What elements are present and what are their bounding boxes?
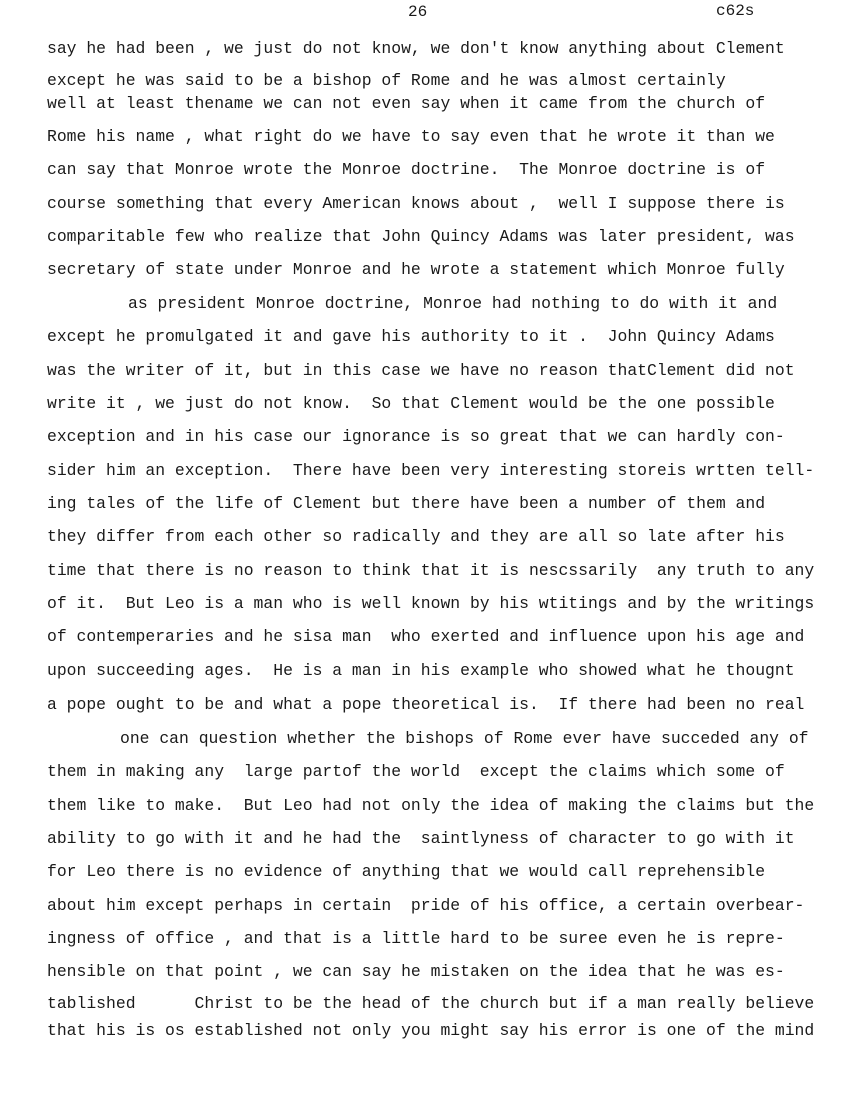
text-line: tablished Christ to be the head of the church but if a man really believe [47, 994, 815, 1013]
text-line: Rome his name , what right do we have to say even that he wrote it than we [47, 127, 775, 146]
text-line: of it. But Leo is a man who is well known by his wtitings and by the writings [47, 594, 815, 613]
text-line: well at least thename we can not even say when it came from the church of [47, 94, 766, 113]
text-line: a pope ought to be and what a pope theoretical is. If there had been no real [47, 695, 805, 714]
document-code: c62s [716, 2, 755, 20]
text-line: except he was said to be a bishop of Rome and he was almost certainly [47, 71, 726, 90]
text-line: of contemperaries and he sisa man who exerted and influence upon his age and [47, 627, 805, 646]
text-line: exception and in his case our ignorance is so great that we can hardly con- [47, 427, 785, 446]
text-line: about him except perhaps in certain pride of his office, a certain overbear- [47, 896, 805, 915]
text-line: them like to make. But Leo had not only the idea of making the claims but the [47, 796, 815, 815]
text-line: can say that Monroe wrote the Monroe doctrine. The Monroe doctrine is of [47, 160, 766, 179]
text-line: upon succeeding ages. He is a man in his example who showed what he thougnt [47, 661, 795, 680]
page-number: 26 [408, 3, 428, 21]
text-line: sider him an exception. There have been very interesting storeis wrtten tell- [47, 461, 815, 480]
text-line: ingness of office , and that is a little hard to be suree even he is repre- [47, 929, 785, 948]
text-line: say he had been , we just do not know, we don't know anything about Clement [47, 39, 785, 58]
text-line: one can question whether the bishops of Rome ever have succeded any of [120, 729, 809, 748]
text-line: hensible on that point , we can say he mistaken on the idea that he was es- [47, 962, 785, 981]
text-line: they differ from each other so radically and they are all so late after his [47, 527, 785, 546]
text-line: for Leo there is no evidence of anything that we would call reprehensible [47, 862, 766, 881]
text-line: write it , we just do not know. So that Clement would be the one possible [47, 394, 775, 413]
text-line: except he promulgated it and gave his authority to it . John Quincy Adams [47, 327, 775, 346]
text-line: as president Monroe doctrine, Monroe had nothing to do with it and [128, 294, 778, 313]
text-line: that his is os established not only you might say his error is one of the mind [47, 1021, 815, 1040]
text-line: secretary of state under Monroe and he wrote a statement which Monroe fully [47, 260, 785, 279]
text-line: time that there is no reason to think that it is nescssarily any truth to any [47, 561, 815, 580]
text-line: course something that every American knows about , well I suppose there is [47, 194, 785, 213]
text-line: was the writer of it, but in this case we have no reason thatClement did not [47, 361, 795, 380]
text-line: comparitable few who realize that John Quincy Adams was later president, was [47, 227, 795, 246]
text-line: ability to go with it and he had the saintlyness of character to go with it [47, 829, 795, 848]
text-line: them in making any large partof the world except the claims which some of [47, 762, 785, 781]
text-line: ing tales of the life of Clement but there have been a number of them and [47, 494, 766, 513]
